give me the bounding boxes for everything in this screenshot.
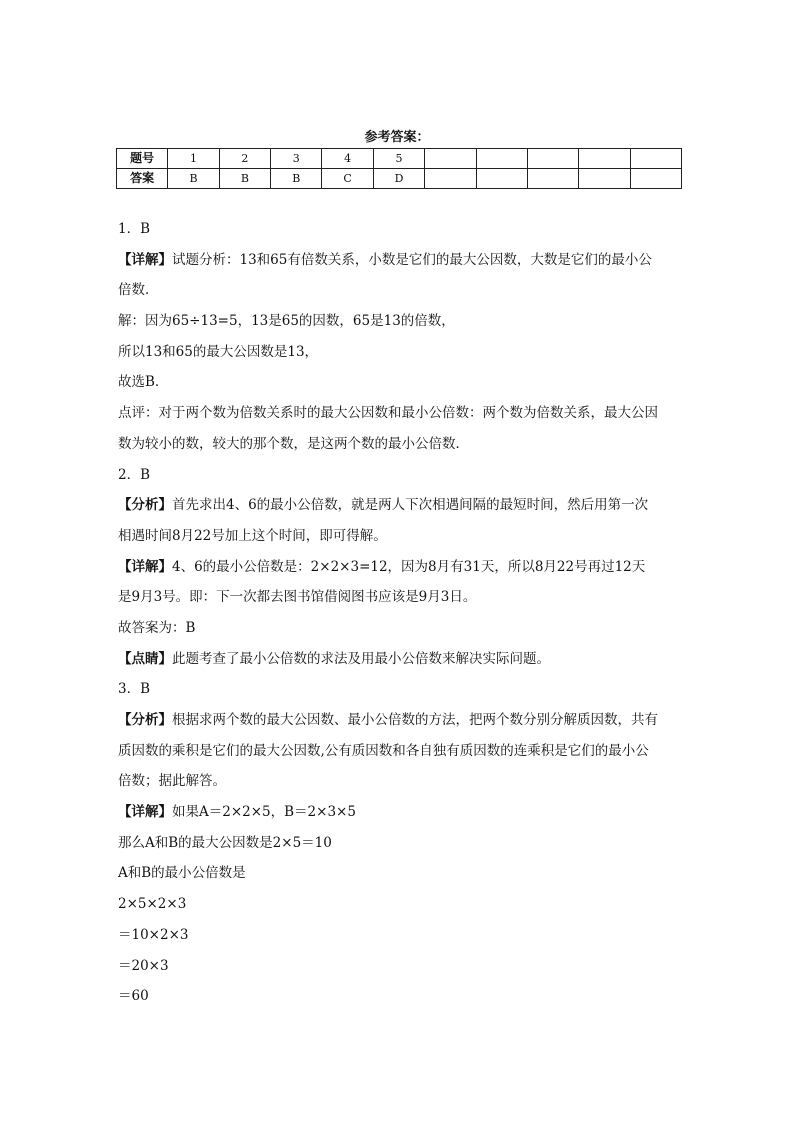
text-line bbox=[118, 644, 684, 675]
text-line bbox=[118, 337, 684, 368]
text-line bbox=[118, 889, 684, 920]
table-header-answer-label: 答案 bbox=[117, 169, 168, 189]
table-cell-number bbox=[476, 149, 527, 169]
table-cell-answer bbox=[579, 169, 630, 189]
line-text: 相遇时间8月22号加上这个时间，即可得解。 bbox=[118, 527, 387, 544]
table-cell-number: 2 bbox=[219, 149, 270, 169]
text-line bbox=[118, 214, 684, 245]
answer-table bbox=[116, 148, 682, 189]
line-text: 2．B bbox=[118, 466, 151, 483]
text-line bbox=[118, 490, 684, 521]
table-cell-answer: C bbox=[322, 169, 373, 189]
text-line bbox=[118, 981, 684, 1012]
section-tag: 【详解】 bbox=[118, 251, 172, 268]
line-text: 根据求两个数的最大公因数、最小公倍数的方法，把两个数分别分解质因数，共有 bbox=[172, 712, 658, 728]
table-cell-answer bbox=[476, 169, 527, 189]
line-text: 3．B bbox=[118, 681, 151, 698]
text-line bbox=[118, 521, 684, 552]
table-cell-number: 4 bbox=[322, 149, 373, 169]
text-line bbox=[118, 736, 684, 767]
table-cell-answer: B bbox=[271, 169, 322, 189]
line-text: 数为较小的数，较大的那个数，是这两个数的最小公倍数． bbox=[118, 435, 469, 452]
table-cell-answer bbox=[527, 169, 578, 189]
line-text: ＝60 bbox=[118, 988, 149, 1005]
table-cell-answer: B bbox=[168, 169, 219, 189]
table-cell-answer bbox=[425, 169, 476, 189]
line-text: 倍数． bbox=[118, 282, 159, 299]
table-cell-number bbox=[579, 149, 630, 169]
answer-key-title: 参考答案： bbox=[364, 130, 430, 145]
text-line bbox=[118, 828, 684, 859]
section-tag: 【点睛】 bbox=[118, 650, 172, 667]
table-cell-answer: D bbox=[373, 169, 424, 189]
text-line bbox=[118, 613, 684, 644]
table-cell-number bbox=[527, 149, 578, 169]
line-text: 如果A＝2×2×5，B＝2×3×5 bbox=[172, 804, 356, 821]
table-cell-answer bbox=[630, 169, 681, 189]
text-line bbox=[118, 429, 684, 460]
table-cell-number: 3 bbox=[271, 149, 322, 169]
text-line bbox=[118, 275, 684, 306]
text-line bbox=[118, 705, 684, 736]
section-tag: 【详解】 bbox=[118, 804, 172, 821]
line-text: 4、6的最小公倍数是：2×2×3=12，因为8月有31天，所以8月22号再过12天 bbox=[172, 558, 646, 575]
line-text: 质因数的乘积是它们的最大公因数,公有质因数和各自独有质因数的连乘积是它们的最小公 bbox=[118, 742, 649, 759]
text-line bbox=[118, 797, 684, 828]
table-cell-number bbox=[425, 149, 476, 169]
line-text: 是9月3号。即：下一次都去图书馆借阅图书应该是9月3日。 bbox=[118, 589, 477, 606]
table-cell-number bbox=[630, 149, 681, 169]
table-cell-number: 5 bbox=[373, 149, 424, 169]
text-line bbox=[118, 951, 684, 982]
table-row-answers bbox=[117, 169, 682, 189]
line-text: 那么A和B的最大公因数是2×5＝10 bbox=[118, 834, 332, 851]
text-line bbox=[118, 460, 684, 491]
line-text: 倍数；据此解答。 bbox=[118, 773, 226, 790]
line-text: 点评：对于两个数为倍数关系时的最大公因数和最小公倍数：两个数为倍数关系，最大公因 bbox=[118, 405, 658, 422]
text-line bbox=[118, 398, 684, 429]
line-text: 2×5×2×3 bbox=[118, 896, 187, 913]
table-cell-answer: B bbox=[219, 169, 270, 189]
solution-text bbox=[118, 214, 684, 1012]
line-text: A和B的最小公倍数是 bbox=[118, 865, 246, 882]
text-line bbox=[118, 920, 684, 951]
section-tag: 【详解】 bbox=[118, 558, 172, 575]
section-tag: 【分析】 bbox=[118, 497, 172, 514]
text-line bbox=[118, 858, 684, 889]
text-line bbox=[118, 306, 684, 337]
line-text: 解：因为65÷13=5，13是65的因数，65是13的倍数， bbox=[118, 313, 455, 330]
table-header-number-label: 题号 bbox=[117, 149, 168, 169]
text-line bbox=[118, 582, 684, 613]
line-text: ＝20×3 bbox=[118, 957, 169, 974]
line-text: 1．B bbox=[118, 221, 151, 237]
text-line bbox=[118, 367, 684, 398]
text-line bbox=[118, 245, 684, 276]
line-text: 首先求出4、6的最小公倍数，就是两人下次相遇间隔的最短时间，然后用第一次 bbox=[172, 497, 649, 514]
line-text: 所以13和65的最大公因数是13， bbox=[118, 343, 319, 360]
text-line bbox=[118, 674, 684, 705]
text-line bbox=[118, 552, 684, 583]
line-text: 故选B． bbox=[118, 374, 169, 391]
section-tag: 【分析】 bbox=[118, 712, 172, 728]
line-text: 此题考查了最小公倍数的求法及用最小公倍数来解决实际问题。 bbox=[172, 650, 550, 667]
table-row-numbers bbox=[117, 149, 682, 169]
text-line bbox=[118, 766, 684, 797]
line-text: ＝10×2×3 bbox=[118, 926, 189, 943]
line-text: 试题分析：13和65有倍数关系，小数是它们的最大公因数，大数是它们的最小公 bbox=[172, 251, 652, 268]
table-cell-number: 1 bbox=[168, 149, 219, 169]
line-text: 故答案为：B bbox=[118, 619, 196, 636]
